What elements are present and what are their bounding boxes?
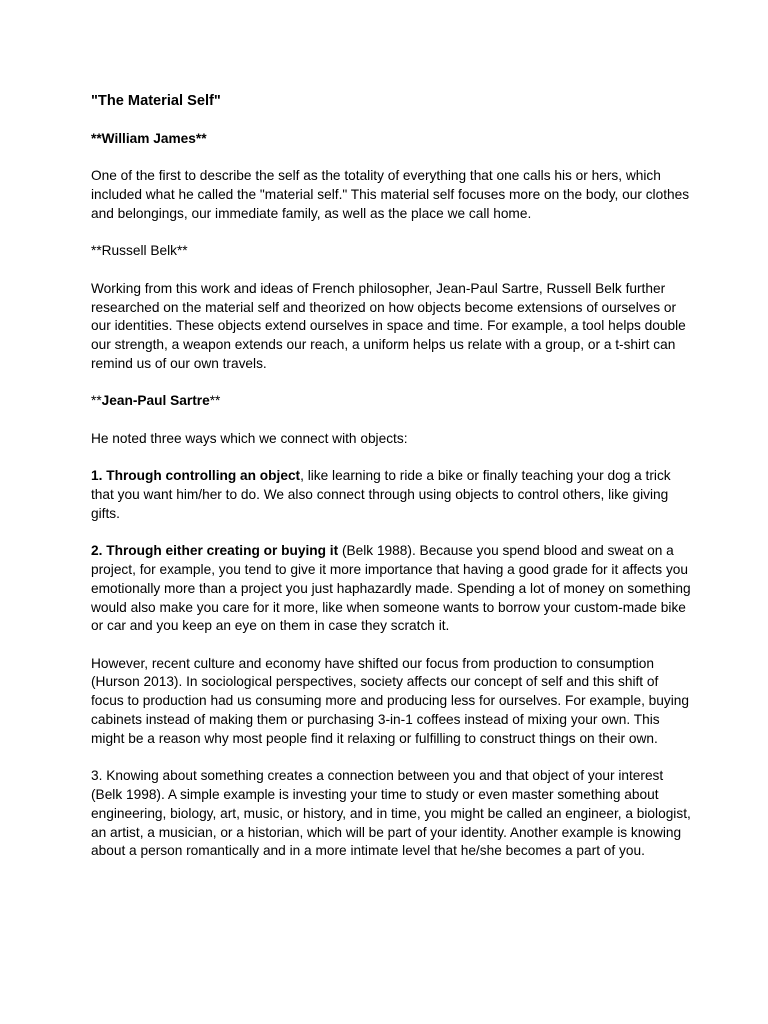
list-item-2	[91, 542, 691, 636]
heading-sartre-name: Jean-Paul Sartre	[101, 393, 210, 409]
list-item-1-text: , like learning to ride a bike or finally teaching your dog a trick that you want him/her to do. We also connect through using objects to control others, like giving gifts.	[91, 468, 671, 521]
list-item-2-bold: 2. Through either creating or buying it	[91, 543, 339, 559]
heading-sartre-prefix: **	[91, 393, 102, 409]
document-page	[91, 91, 691, 880]
list-item-3: 3. Knowing about something creates a connection between you and that object of your interest (Belk 1998). A simple example is investing your time to study or even master something about engineering, biology, art, music, or history, and in time, you might be called an engineer, a biologist, an artist, a musician, or a historian, which will be part of your identity. Another example is knowing about a person romantically and in a more intimate level that he/she becomes a part of you.	[91, 768, 691, 859]
paragraph-however: However, recent culture and economy have shifted our focus from production to consumption (Hurson 2013). In sociological perspectives, society affects our concept of self and this shift of focus to production had us consuming more and producing less for ourselves. For example, buying cabinets instead of making them or purchasing 3-in-1 coffees instead of mixing your own. This might be a reason why most people find it relaxing or fulfilling to construct things on their own.	[91, 655, 690, 746]
paragraph-russell-belk: Working from this work and ideas of French philosopher, Jean-Paul Sartre, Russell Belk further researched on the material self and theorized on how objects become extensions of ourselves or our identities. These objects extend ourselves in space and time. For example, a tool helps double our strength, a weapon extends our reach, a uniform helps us relate with a group, or a t-shirt can remind us of our own travels.	[91, 280, 686, 371]
paragraph-sartre-intro: He noted three ways which we connect with objects:	[91, 430, 408, 446]
heading-william-james: **William James**	[91, 131, 207, 146]
list-item-1-bold: 1. Through controlling an object	[91, 468, 301, 484]
heading-russell-belk: **Russell Belk**	[91, 243, 188, 259]
list-item-1	[91, 467, 691, 523]
paragraph-william-james: One of the first to describe the self as the totality of everything that one calls his or hers, which included what he called the "material self." This material self focuses more on the body, our clothes and belongings, our immediate family, as well as the place we call home.	[91, 168, 690, 221]
document-title: "The Material Self"	[91, 93, 221, 109]
heading-jean-paul-sartre	[91, 392, 691, 411]
list-item-2-text: (Belk 1988). Because you spend blood and sweat on a project, for example, you tend to give it more importance that having a good grade for it affects you emotionally more than a project you just haphazardly made. Spending a lot of money on something would also make you care for it more, like when someone wants to borrow your custom-made bike or car and you keep an eye on them in case they scratch it.	[91, 543, 691, 634]
heading-sartre-suffix: **	[209, 393, 221, 409]
